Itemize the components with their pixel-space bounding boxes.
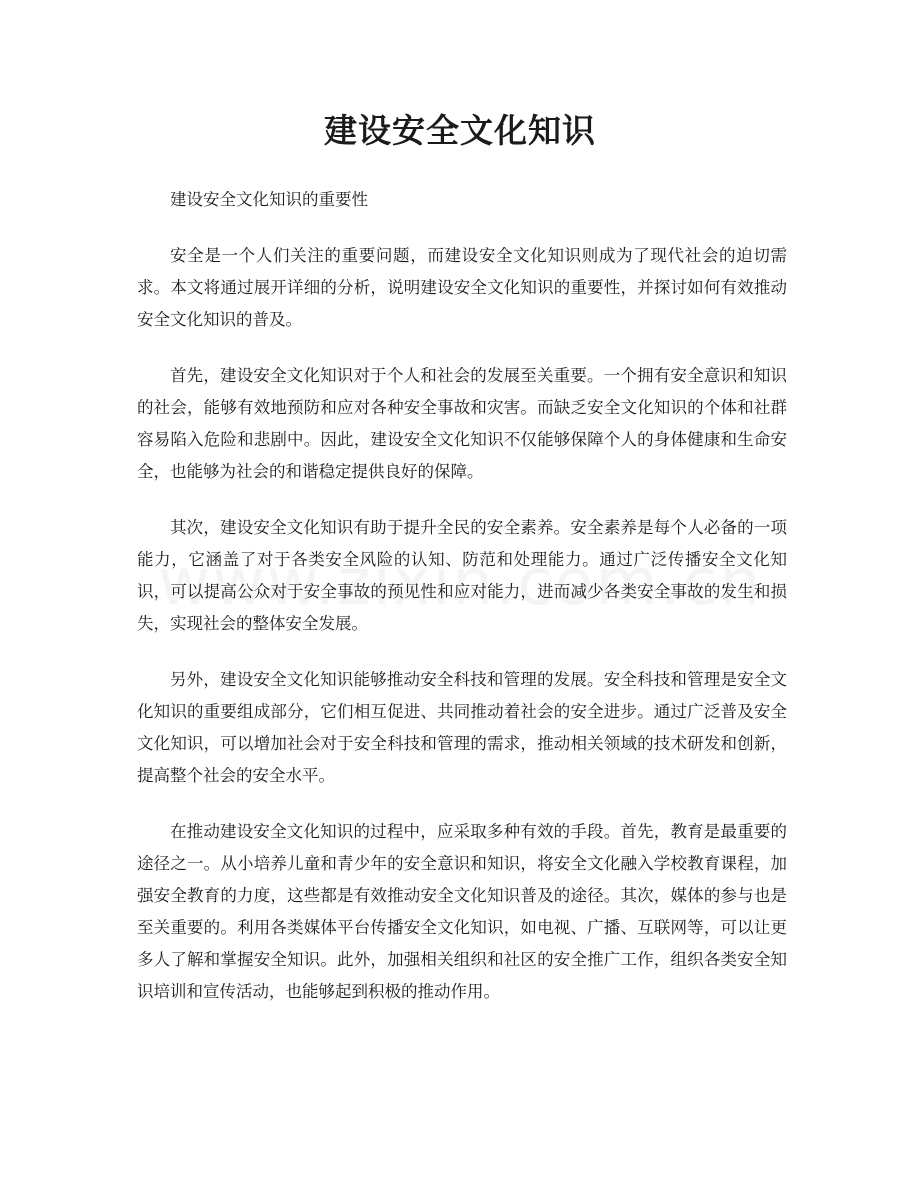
document-title: 建设安全文化知识 [324, 111, 596, 150]
body-paragraph-2: 首先，建设安全文化知识对于个人和社会的发展至关重要。一个拥有安全意识和知识的社会，能够有效地预防和应对各种安全事故和灾害。而缺乏安全文化知识的个体和社群容易陷入危险和悲剧中。因此，建设安全文化知识不仅能够保障个人的身体健康和生命安全，也能够为社会的和谐稳定提供良好的保障。 [137, 366, 787, 481]
body-paragraph-4: 另外，建设安全文化知识能够推动安全科技和管理的发展。安全科技和管理是安全文化知识的重要组成部分，它们相互促进、共同推动着社会的安全进步。通过广泛普及安全文化知识，可以增加社会对于安全科技和管理的需求，推动相关领域的技术研发和创新，提高整个社会的安全水平。 [137, 670, 787, 785]
body-paragraph-3: 其次，建设安全文化知识有助于提升全民的安全素养。安全素养是每个人必备的一项能力，它涵盖了对于各类安全风险的认知、防范和处理能力。通过广泛传播安全文化知识，可以提高公众对于安全事故的预见性和应对能力，进而减少各类安全事故的发生和损失，实现社会的整体安全发展。 [137, 518, 787, 633]
body-paragraph-5: 在推动建设安全文化知识的过程中，应采取多种有效的手段。首先，教育是最重要的途径之一。从小培养儿童和青少年的安全意识和知识，将安全文化融入学校教育课程，加强安全教育的力度，这些都是有效推动安全文化知识普及的途径。其次，媒体的参与也是至关重要的。利用各类媒体平台传播安全文化知识，如电视、广播、互联网等，可以让更多人了解和掌握安全知识。此外，加强相关组织和社区的安全推广工作，组织各类安全知识培训和宣传活动，也能够起到积极的推动作用。 [137, 822, 787, 1001]
document-body [137, 184, 787, 1032]
subtitle-paragraph: 建设安全文化知识的重要性 [170, 190, 368, 209]
body-paragraph-1: 安全是一个人们关注的重要问题，而建设安全文化知识则成为了现代社会的迫切需求。本文将通过展开详细的分析，说明建设安全文化知识的重要性，并探讨如何有效推动安全文化知识的普及。 [137, 246, 787, 329]
